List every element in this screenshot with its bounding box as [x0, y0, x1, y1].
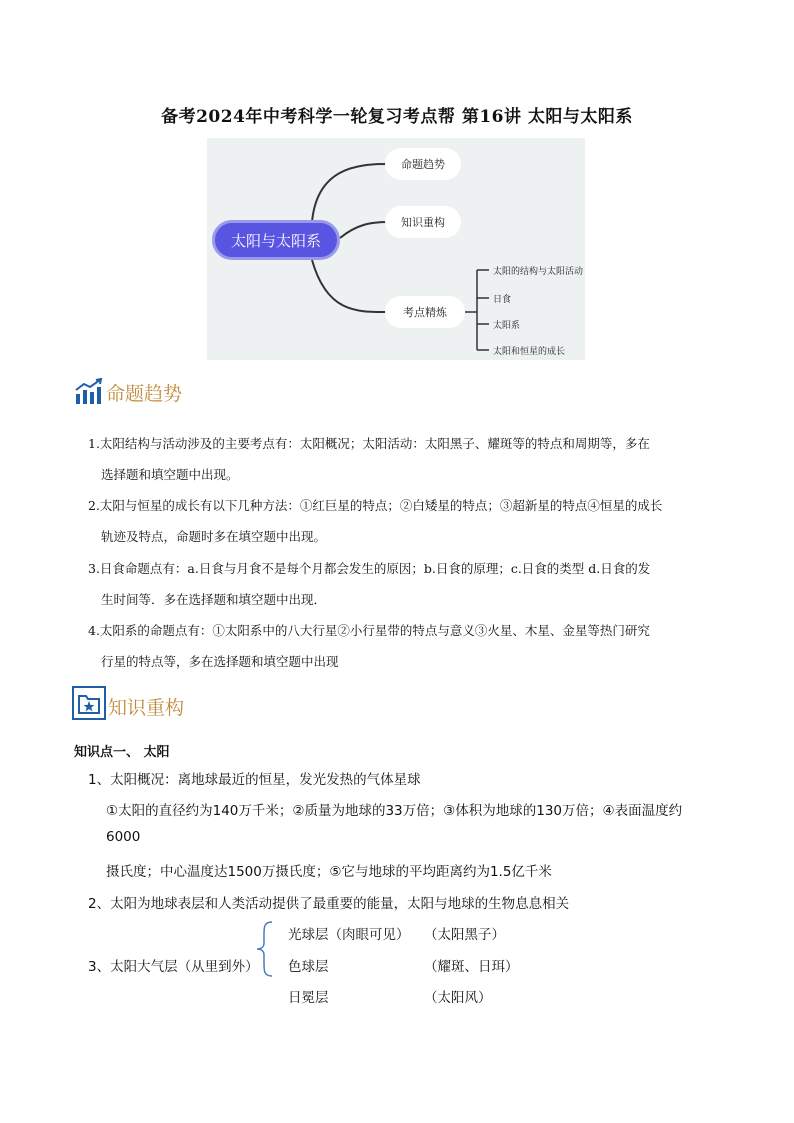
sun-energy: 2、太阳为地球表层和人类活动提供了最重要的能量，太阳与地球的生物息息相关: [88, 896, 570, 912]
star-folder-icon: [72, 686, 106, 720]
mind-map: [207, 138, 585, 360]
layer-corona: 日冕层: [288, 990, 329, 1006]
section-trend-header: [74, 378, 182, 406]
mind-map-root: 太阳与太阳系: [212, 220, 340, 260]
sun-facts-end: 摄氏度；中心温度达1500万摄氏度；⑤它与地球的平均距离约为1.5亿千米: [106, 864, 552, 880]
layer-photosphere-activity: （太阳黑子）: [424, 927, 505, 943]
trend-item-4-line-2: 行星的特点等，多在选择题和填空题中出现: [101, 654, 339, 669]
sun-facts-cont: 6000: [106, 829, 141, 845]
trend-item-1: [88, 428, 728, 490]
sun-facts: ①太阳的直径约为140万千米；②质量为地球的33万倍；③体积为地球的130万倍；④表面温度约: [106, 803, 683, 819]
document-title: 备考2024年中考科学一轮复习考点帮 第16讲 太阳与太阳系: [161, 107, 633, 127]
section-trend-title: 命题趋势: [106, 383, 183, 405]
trend-item-4: [88, 615, 728, 677]
bar-chart-icon: [74, 378, 104, 406]
brace-icon: [256, 921, 274, 981]
trend-item-3-line-1: 3.日食命题点有：a.日食与月食不是每个月都会发生的原因；b.日食的原理；c.日食的类型 d.日食的发: [88, 561, 651, 576]
trend-item-4-line-1: 4.太阳系的命题点有：①太阳系中的八大行星②小行星带的特点与意义③火星、木星、金星等热门研究: [88, 623, 650, 638]
knowledge-point-1-title: 知识点一、 太阳: [74, 745, 170, 760]
sun-atmosphere-label: 3、太阳大气层（从里到外）: [88, 959, 259, 975]
layer-corona-activity: （太阳风）: [424, 990, 492, 1006]
section-knowledge-title: 知识重构: [108, 697, 185, 719]
trend-item-1-line-1: 1.太阳结构与活动涉及的主要考点有：太阳概况；太阳活动：太阳黑子、耀斑等的特点和周期等，多在: [88, 436, 650, 451]
trend-item-2-line-2: 轨迹及特点，命题时多在填空题中出现。: [101, 529, 327, 544]
mind-map-leaf: 太阳和恒星的成长: [493, 347, 566, 357]
trend-item-3: [88, 553, 728, 615]
mind-map-leaf: 太阳的结构与太阳活动: [493, 267, 584, 277]
layer-chromosphere-activity: （耀斑、日珥）: [424, 959, 519, 975]
trend-item-2: [88, 490, 728, 552]
sun-overview: 1、太阳概况：离地球最近的恒星，发光发热的气体星球: [88, 772, 421, 788]
section-knowledge-header: [72, 686, 184, 720]
trend-item-1-line-2: 选择题和填空题中出现。: [101, 467, 239, 482]
layer-chromosphere: 色球层: [288, 959, 329, 975]
mind-map-leaf: 日食: [493, 295, 512, 305]
trend-item-2-line-1: 2.太阳与恒星的成长有以下几种方法：①红巨星的特点；②白矮星的特点；③超新星的特点④恒星的成长: [88, 498, 663, 513]
trend-item-3-line-2: 生时间等．多在选择题和填空题中出现．: [101, 592, 327, 607]
mind-map-branch-knowledge: 知识重构: [385, 206, 461, 238]
mind-map-branch-practice: 考点精炼: [385, 296, 465, 328]
layer-photosphere: 光球层（肉眼可见）: [288, 927, 410, 943]
mind-map-branch-trend: 命题趋势: [385, 148, 461, 180]
mind-map-leaf: 太阳系: [493, 321, 521, 331]
